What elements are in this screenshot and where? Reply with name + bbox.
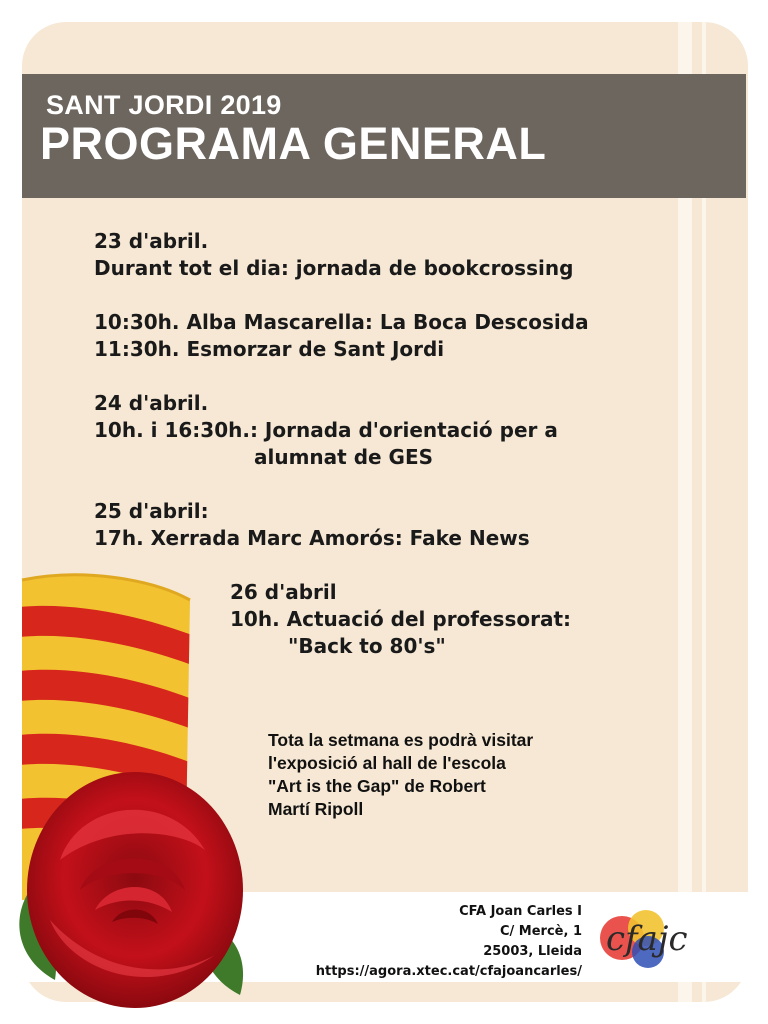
day-25-event: 17h. Xerrada Marc Amorós: Fake News <box>94 526 530 550</box>
event-subtitle: SANT JORDI 2019 <box>46 90 282 120</box>
day-23-event-mascarella: 10:30h. Alba Mascarella: La Boca Descosida <box>94 310 589 334</box>
logo-text: cfajc <box>606 919 688 959</box>
school-name: CFA Joan Carles I <box>459 904 582 919</box>
day-25-date: 25 d'abril: <box>94 499 209 523</box>
day-23-bookcrossing: Durant tot el dia: jornada de bookcrossing <box>94 256 574 280</box>
note-line: l'exposició al hall de l'escola <box>268 753 506 773</box>
school-street: C/ Mercè, 1 <box>499 924 582 939</box>
day-23-event-esmorzar: 11:30h. Esmorzar de Sant Jordi <box>94 337 445 361</box>
day-26-block <box>230 579 571 660</box>
school-city: 25003, Lleida <box>483 944 582 959</box>
day-23-date: 23 d'abril. <box>94 229 209 253</box>
note-line: "Art is the Gap" de Robert <box>268 776 486 796</box>
day-23-block <box>94 228 573 282</box>
school-url[interactable]: https://agora.xtec.cat/cfajoancarles/ <box>315 964 582 979</box>
day-25-block <box>94 498 530 552</box>
day-26-date: 26 d'abril <box>230 580 337 604</box>
day-26-event: 10h. Actuació del professorat: <box>230 607 572 631</box>
note-line: Tota la setmana es podrà visitar <box>268 730 534 750</box>
page-title: PROGRAMA GENERAL <box>40 118 547 169</box>
day-24-event: 10h. i 16:30h.: Jornada d'orientació per a <box>94 418 558 442</box>
day-26-event-cont: "Back to 80's" <box>288 634 446 658</box>
day-24-date: 24 d'abril. <box>94 391 209 415</box>
cfajc-logo-icon <box>596 908 706 978</box>
senyera-flag-rose-icon <box>0 560 260 1010</box>
day-23-events <box>94 309 589 363</box>
school-address <box>316 902 582 982</box>
day-24-block <box>94 390 558 471</box>
day-24-event-cont: alumnat de GES <box>254 445 434 469</box>
exhibition-note <box>268 729 533 821</box>
note-line: Martí Ripoll <box>268 799 364 819</box>
